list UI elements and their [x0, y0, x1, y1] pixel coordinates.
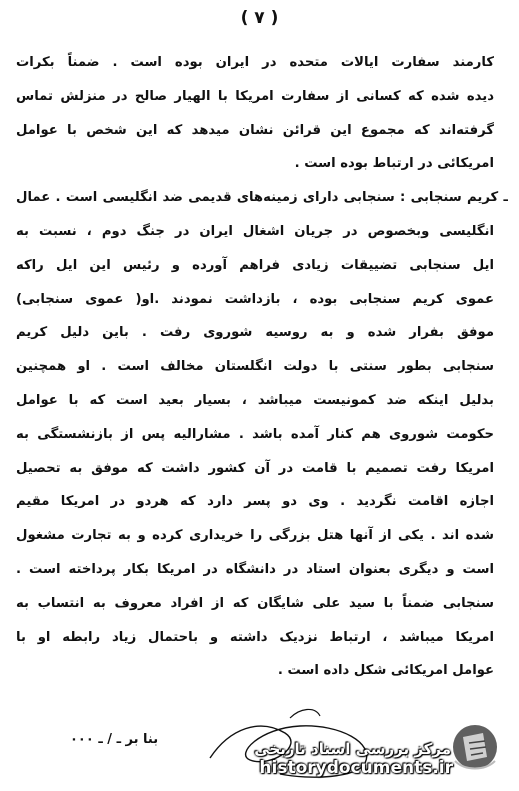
- watermark-url: historydocuments.ir: [259, 758, 453, 778]
- text-line: بدلیل اینکه ضد کمونیست میباشد ، بسیار بعید است که با عوامل: [16, 392, 494, 408]
- text-line: سنجابی بطور سنتی با دولت انگلستان مخالف است . او همچنین: [16, 359, 494, 375]
- text-line: ـ کریم سنجابی : سنجابی دارای زمینه‌های قدیمی ضد انگلیسی است . عمال: [16, 190, 508, 206]
- text-line: اجازه اقامت نگردید . وی دو پسر دارد که هردو در امریکا مقیم: [16, 494, 494, 510]
- text-line: شده اند . یکی از آنها هتل بزرگی را خریداری کرده و به تجارت مشغول: [16, 528, 494, 544]
- text-line: امریکا میباشد ، ارتباط نزدیک داشته و باحتمال زیاد رابطه او با: [16, 629, 494, 645]
- text-line: است و دیگری بعنوان استاد در دانشگاه در امریکا بکار پرداخته است .: [16, 561, 494, 577]
- text-line: امریکائی در ارتباط بوده است .: [294, 156, 494, 172]
- document-body: [16, 46, 508, 688]
- watermark-title: مرکز بررسی اسناد تاریخی: [254, 740, 451, 758]
- text-line: کارمند سفارت ایالات متحده در ایران بوده است . ضمناً بکرات: [16, 55, 494, 70]
- text-line: عموی کریم سنجابی بوده ، بازداشت نمودند .او( عموی سنجابی): [16, 291, 494, 307]
- text-line: گرفته‌اند که مجموع این قرائن نشان میدهد که این شخص با عوامل: [16, 122, 494, 138]
- text-line: امریکا رفت تصمیم با قامت در آن کشور داشت که موفق به تحصیل: [16, 460, 494, 476]
- text-line: انگلیسی وبخصوص در جریان اشغال ایران در جنگ دوم ، نسبت به: [16, 223, 494, 239]
- text-line: موفق بفرار شده و به روسیه شوروی رفت . باین دلیل کریم: [16, 325, 494, 341]
- date-line: بنا بر ـ / ـ ۰۰۰: [70, 732, 159, 747]
- text-line: دیده شده که کسانی از سفارت امریکا با الهیار صالح در منزلش تماس: [16, 88, 494, 104]
- text-line: سنجابی ضمناً با سید علی شایگان که از افراد معروف به انتساب به: [16, 595, 494, 611]
- text-line: حکومت شوروی هم کنار آمده باشد . مشارالیه پس از بازنشستگی به: [16, 426, 494, 442]
- page-number: ( ۷ ): [240, 8, 279, 28]
- text-line: عوامل امریکائی شکل داده است .: [277, 663, 494, 679]
- text-line: ایل سنجابی تضییقات زیادی فراهم آورده و رئیس این ایل راکه: [16, 257, 494, 273]
